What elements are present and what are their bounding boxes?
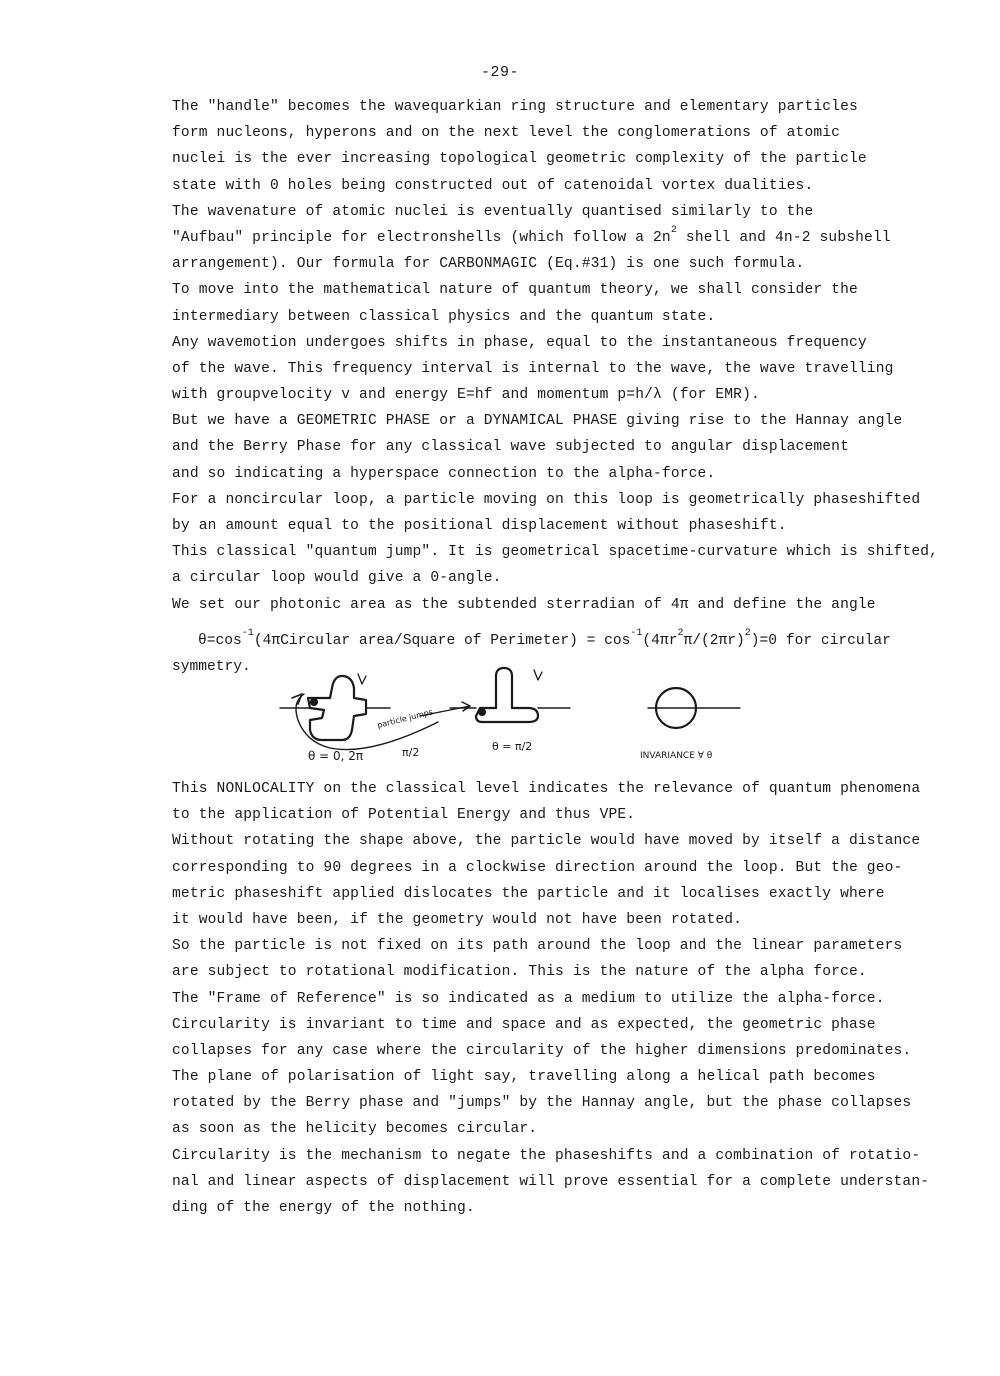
text-line: Circularity is the mechanism to negate the phaseshifts and a combination of rotatio- (172, 1147, 921, 1164)
text-line: are subject to rotational modification. This is the nature of the alpha force. (172, 964, 867, 981)
text-line: a circular loop would give a 0-angle. (172, 570, 502, 587)
formula-line-1: $\theta=\cos^{-1}(4\pi Circular$ area/Square of Perimeter) = $\cos^{-1}(4\pi r^2\pi/(2\pi r)^2)=0$ for circular (198, 628, 891, 649)
text-line: Without rotating the shape above, the particle would have moved by itself a distance (172, 833, 921, 850)
text-line: to the application of Potential Energy and thus VPE. (172, 807, 636, 824)
text-line: collapses for any case where the circularity of the higher dimensions predominates. (172, 1042, 912, 1059)
text-line: by an amount equal to the positional displacement without phaseshift. (172, 518, 787, 534)
tick-arrow-right (534, 670, 542, 680)
label-middle-angle: θ = π/2 (492, 740, 533, 753)
page-number: -29- (480, 64, 519, 81)
text-line: So the particle is not fixed on its path around the loop and the linear parameters (172, 938, 903, 955)
tick-arrow-left (358, 674, 366, 684)
particle-dot-left (311, 699, 317, 705)
text-line: Circularity is invariant to time and space and as expected, the geometric phase (172, 1016, 876, 1033)
text-line: To move into the mathematical nature of quantum theory, we shall consider the (172, 282, 858, 299)
text-line: arrangement). Our formula for CARBONMAGIC (Eq.#31) is one such formula. (172, 256, 805, 273)
text-line: nal and linear aspects of displacement will prove essential for a complete understan- (172, 1173, 930, 1190)
label-half-pi: π/2 (402, 746, 420, 759)
text-line: it would have been, if the geometry would not have been rotated. (172, 911, 743, 928)
formula-line-2: symmetry. (172, 659, 251, 675)
label-particle-jumps: particle jumps (376, 707, 434, 730)
text-line: Any wavemotion undergoes shifts in phase, equal to the instantaneous frequency (172, 334, 867, 351)
text-line: of the wave. This frequency interval is internal to the wave, the wave travelling (172, 360, 894, 377)
text-line: The "Frame of Reference" is so indicated as a medium to utilize the alpha-force. (172, 990, 885, 1007)
text-line: The "handle" becomes the wavequarkian ring structure and elementary particles (172, 99, 858, 115)
text-line: form nucleons, hyperons and on the next level the conglomerations of atomic (172, 125, 841, 142)
left-loop-shape (308, 676, 366, 740)
text-line: nuclei is the ever increasing topological geometric complexity of the particle (172, 151, 867, 168)
text-line: For a noncircular loop, a particle moving on this loop is geometrically phaseshifted (172, 491, 921, 508)
text-line: ding of the energy of the nothing. (172, 1200, 475, 1216)
text-line: metric phaseshift applied dislocates the particle and it localises exactly where (172, 885, 885, 902)
text-line: The wavenature of atomic nuclei is eventually quantised similarly to the (172, 203, 814, 220)
text-line: This NONLOCALITY on the classical level indicates the relevance of quantum phenomena (172, 781, 921, 797)
text-line: The plane of polarisation of light say, travelling along a helical path becomes (172, 1069, 876, 1086)
text-line: corresponding to 90 degrees in a clockwise direction around the loop. But the geo- (172, 859, 903, 876)
text-line: state with 0 holes being constructed out of catenoidal vortex dualities. (172, 177, 814, 194)
text-line: But we have a GEOMETRIC PHASE or a DYNAMICAL PHASE giving rise to the Hannay angle (172, 413, 903, 430)
text-line: We set our photonic area as the subtended sterradian of 4π and define the angle (172, 596, 876, 613)
loop-diagram (270, 660, 750, 768)
text-line: with groupvelocity v and energy E=hf and momentum p=h/λ (for EMR). (172, 387, 760, 404)
particle-dot-middle (479, 709, 485, 715)
text-line: This classical "quantum jump". It is geometrical spacetime-curvature which is shifted, (172, 544, 939, 561)
paragraph-top (172, 94, 939, 618)
text-line: and so indicating a hyperspace connection to the alpha-force. (172, 465, 716, 482)
label-left-angle: θ = 0, 2π (308, 749, 364, 763)
text-line-aufbau: "Aufbau" principle for electronshells (which follow a $2n^2$ shell and 4n-2 subshell (172, 224, 891, 246)
text-line: as soon as the helicity becomes circular. (172, 1121, 538, 1138)
text-line: intermediary between classical physics and the quantum state. (172, 308, 716, 325)
label-invariance: INVARIANCE ∀ θ (640, 751, 713, 761)
paragraph-bottom (172, 776, 932, 1221)
text-line: and the Berry Phase for any classical wave subjected to angular displacement (172, 439, 849, 456)
text-line: rotated by the Berry phase and "jumps" by the Hannay angle, but the phase collapses (172, 1095, 912, 1112)
